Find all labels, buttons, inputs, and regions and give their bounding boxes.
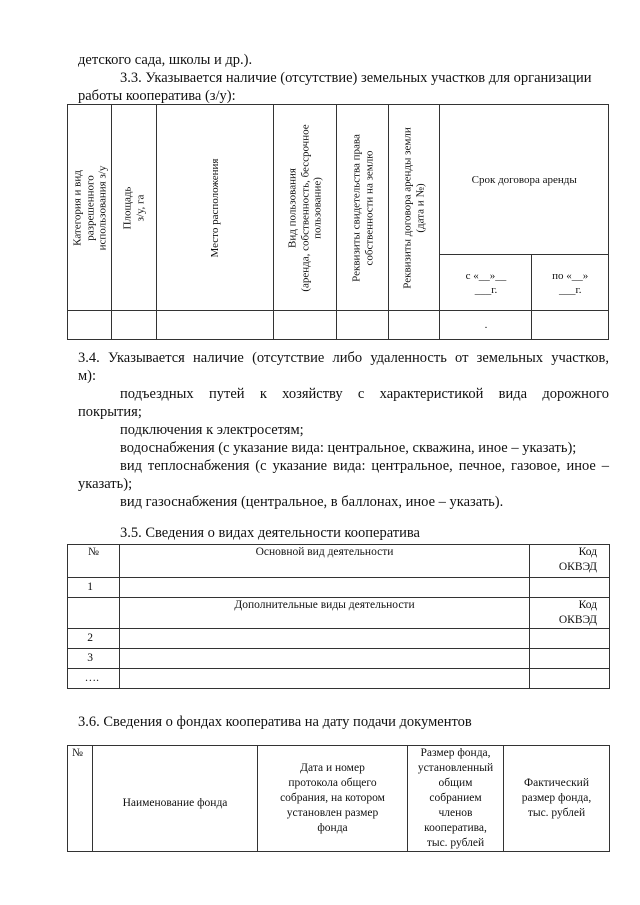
row-number: …. <box>68 669 120 689</box>
power-line: подключения к электросетям; <box>120 422 304 438</box>
header-protocol: Дата и номер протокола общего собрания, на котором установлен размер фонда <box>258 746 408 852</box>
land-plots-table <box>67 104 609 340</box>
table-cell <box>120 649 530 669</box>
table-cell <box>530 629 610 649</box>
header-lease-agreement: Реквизиты договора аренды земли (дата и №) <box>389 105 440 311</box>
header-extra-activities: Дополнительные виды деятельности <box>120 598 530 629</box>
section-3-6-title: 3.6. Сведения о фондах кооператива на дату подачи документов <box>78 714 472 730</box>
header-lease-to: по «__» ___г. <box>532 255 609 311</box>
header-actual-size: Фактический размер фонда, тыс. рублей <box>504 746 610 852</box>
header-use-type: Вид пользования (аренда, собственность, бессрочное пользование) <box>274 105 337 311</box>
table-cell <box>120 629 530 649</box>
table-cell <box>68 311 112 340</box>
funds-table <box>67 745 610 852</box>
table-cell <box>68 598 120 629</box>
table-cell <box>156 311 274 340</box>
table-cell: . <box>440 311 532 340</box>
header-okved-code: Код ОКВЭД <box>530 545 610 578</box>
water-line: водоснабжения (с указание вида: центральное, скважина, иное – указать); <box>120 440 577 456</box>
header-fund-size: Размер фонда, установленный общим собранием членов кооператива, тыс. рублей <box>408 746 504 852</box>
table-cell <box>120 669 530 689</box>
activities-table <box>67 544 610 689</box>
section-3-4-line2: м): <box>78 368 97 384</box>
gas-line: вид газоснабжения (центральное, в баллонах, иное – указать). <box>120 494 504 510</box>
roads-line2: покрытия; <box>78 404 142 420</box>
table-cell <box>120 578 530 598</box>
table-cell <box>337 311 389 340</box>
table-cell <box>112 311 156 340</box>
section-3-5-title: 3.5. Сведения о видах деятельности кооператива <box>120 525 420 541</box>
header-lease-from: с «__»__ ___г. <box>440 255 532 311</box>
table-cell <box>532 311 609 340</box>
header-number: № <box>68 746 93 852</box>
row-number: 2 <box>68 629 120 649</box>
header-category: Категория и вид разрешенного использования з/у <box>68 105 112 311</box>
table-cell <box>530 669 610 689</box>
header-location: Место расположения <box>156 105 274 311</box>
intro-line: детского сада, школы и др.). <box>78 52 253 68</box>
table-cell <box>389 311 440 340</box>
header-number: № <box>68 545 120 578</box>
section-3-3-line2: работы кооператива (з/у): <box>78 88 236 104</box>
table-cell <box>274 311 337 340</box>
header-main-activity: Основной вид деятельности <box>120 545 530 578</box>
section-3-4-line1: 3.4. Указывается наличие (отсутствие либо удаленность от земельных участков, <box>78 350 609 366</box>
row-number: 1 <box>68 578 120 598</box>
header-okved-code-2: Код ОКВЭД <box>530 598 610 629</box>
heat-line1: вид теплоснабжения (с указание вида: центральное, печное, газовое, иное – <box>120 458 609 474</box>
table-cell <box>530 578 610 598</box>
row-number: 3 <box>68 649 120 669</box>
roads-line1: подъездных путей к хозяйству с характеристикой вида дорожного <box>120 386 609 402</box>
section-3-3-line1: 3.3. Указывается наличие (отсутствие) земельных участков для организации <box>120 70 592 86</box>
header-fund-name: Наименование фонда <box>93 746 258 852</box>
header-area: Площадь з/у, га <box>112 105 156 311</box>
heat-line2: указать); <box>78 476 133 492</box>
header-ownership-certificate: Реквизиты свидетельства права собственности на землю <box>337 105 389 311</box>
header-lease-term: Срок договора аренды <box>440 105 609 255</box>
table-cell <box>530 649 610 669</box>
